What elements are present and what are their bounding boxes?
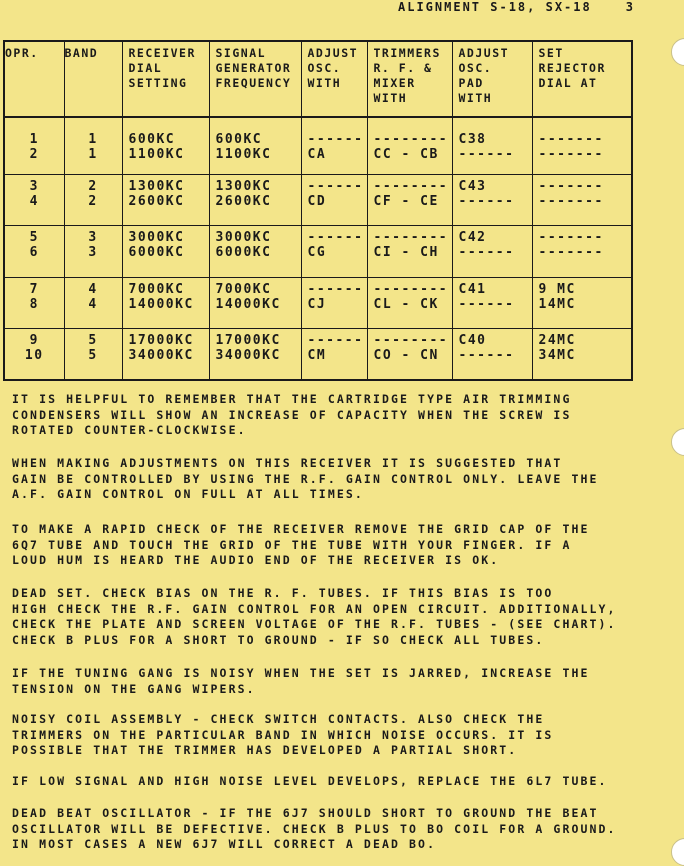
cell-value: 7000KC	[128, 281, 185, 297]
header-line: ADJUST	[458, 46, 510, 60]
cell-dial	[122, 328, 209, 380]
cell-value: 14000KC	[128, 296, 194, 312]
note-paragraph	[12, 586, 652, 648]
cell-osc	[301, 175, 367, 226]
cell-value: 34000KC	[128, 347, 194, 363]
note-paragraph	[12, 522, 652, 569]
cell-osc	[301, 328, 367, 380]
cell-pad	[452, 117, 532, 175]
cell-value: 2	[29, 147, 39, 162]
cell-osc	[301, 277, 367, 328]
cell-value: CF - CE	[373, 194, 439, 210]
note-line: POSSIBLE THAT THE TRIMMER HAS DEVELOPED A PARTIAL SHORT.	[12, 743, 518, 757]
note-line: TO MAKE A RAPID CHECK OF THE RECEIVER REMOVE THE GRID CAP OF THE	[12, 522, 590, 536]
note-line: OSCILLATOR WILL BE DEFECTIVE. CHECK B PLUS TO BO COIL FOR A GROUND.	[12, 821, 617, 836]
cell-value: CO - CN	[373, 347, 439, 363]
cell-value: CG	[307, 245, 327, 261]
cell-value: 14MC	[538, 296, 576, 312]
page-title: ALIGNMENT S-18, SX-18	[398, 0, 592, 14]
cell-value: 34000KC	[215, 347, 281, 363]
cell-band	[64, 226, 122, 277]
cell-value: 3000KC	[215, 230, 272, 246]
cell-trimmers	[367, 328, 452, 380]
table-row	[4, 117, 632, 175]
cell-value: -------	[538, 230, 604, 246]
cell-value: 34MC	[538, 347, 576, 363]
cell-generator	[209, 328, 301, 380]
note-line: 6Q7 TUBE AND TOUCH THE GRID OF THE TUBE WITH YOUR FINGER. IF A	[12, 537, 572, 552]
header-line: FREQUENCY	[215, 76, 292, 90]
header-line: GENERATOR	[215, 61, 292, 75]
cell-value: 17000KC	[215, 332, 281, 348]
cell-value: --------	[373, 281, 449, 297]
cell-opr	[4, 328, 64, 380]
header-line: OPR.	[5, 46, 39, 60]
cell-rejector	[532, 117, 632, 175]
cell-value: 3000KC	[128, 230, 185, 246]
cell-value: 9	[29, 332, 39, 348]
cell-value: 6000KC	[128, 245, 185, 261]
header-line: WITH	[458, 91, 493, 105]
cell-pad	[452, 328, 532, 380]
punch-hole	[671, 838, 684, 866]
header-line: TRIMMERS	[373, 46, 441, 60]
cell-value: 1	[88, 147, 98, 162]
cell-value: 5	[88, 347, 98, 363]
cell-value: CD	[307, 194, 327, 210]
note-line: TENSION ON THE GANG WIPERS.	[12, 681, 256, 696]
cell-opr	[4, 117, 64, 175]
header-line: OSC.	[307, 61, 342, 75]
cell-value: 2600KC	[215, 194, 272, 210]
note-line: HIGH CHECK THE R.F. GAIN CONTROL FOR AN OPEN CIRCUIT. ADDITIONALLY,	[12, 601, 617, 616]
note-line: WHEN MAKING ADJUSTMENTS ON THIS RECEIVER IT IS SUGGESTED THAT	[12, 456, 563, 470]
note-line: IF LOW SIGNAL AND HIGH NOISE LEVEL DEVELOPS, REPLACE THE 6L7 TUBE.	[12, 774, 608, 788]
cell-generator	[209, 226, 301, 277]
cell-value: -------	[538, 132, 604, 147]
note-line: IT IS HELPFUL TO REMEMBER THAT THE CARTRIDGE TYPE AIR TRIMMING	[12, 392, 572, 406]
cell-value: -------	[538, 194, 604, 210]
cell-value: ------	[458, 347, 515, 363]
header-line: RECEIVER	[128, 46, 196, 60]
note-line: IF THE TUNING GANG IS NOISY WHEN THE SET IS JARRED, INCREASE THE	[12, 666, 590, 680]
cell-value: C41	[458, 281, 487, 297]
cell-rejector	[532, 277, 632, 328]
page-header	[398, 0, 635, 14]
header-line: WITH	[307, 76, 342, 90]
cell-value: 1300KC	[215, 179, 272, 195]
note-paragraph	[12, 712, 652, 759]
cell-value: -------	[538, 147, 604, 162]
note-line: TRIMMERS ON THE PARTICULAR BAND IN WHICH NOISE OCCURS. IT IS	[12, 727, 554, 742]
cell-value: C43	[458, 179, 487, 195]
cell-opr	[4, 175, 64, 226]
cell-value: 6	[29, 245, 39, 261]
cell-dial	[122, 277, 209, 328]
cell-rejector	[532, 328, 632, 380]
cell-generator	[209, 117, 301, 175]
cell-value: 3	[88, 245, 98, 261]
cell-value: C38	[458, 132, 487, 147]
note-paragraph	[12, 806, 652, 853]
cell-trimmers	[367, 277, 452, 328]
header-line: SET	[538, 46, 564, 60]
col-osc-header	[301, 41, 367, 117]
col-rejector-header	[532, 41, 632, 117]
cell-dial	[122, 226, 209, 277]
cell-value: 3	[88, 230, 98, 246]
note-line: GAIN BE CONTROLLED BY USING THE R.F. GAIN CONTROL ONLY. LEAVE THE	[12, 471, 599, 486]
cell-value: -------	[538, 245, 604, 261]
table-row	[4, 226, 632, 277]
header-line: R. F. &	[373, 61, 433, 75]
note-line: ROTATED COUNTER-CLOCKWISE.	[12, 423, 247, 437]
punch-hole	[671, 428, 684, 456]
cell-pad	[452, 277, 532, 328]
note-line: CHECK B PLUS FOR A SHORT TO GROUND - IF SO CHECK ALL TUBES.	[12, 632, 545, 647]
page-number: 3	[625, 0, 635, 14]
cell-osc	[301, 117, 367, 175]
cell-value: C40	[458, 332, 487, 348]
note-paragraph	[12, 666, 652, 697]
cell-value: 1	[88, 132, 98, 147]
cell-value: 1	[29, 132, 39, 147]
cell-value: 17000KC	[128, 332, 194, 348]
header-line: SIGNAL	[215, 46, 267, 60]
cell-value: CM	[307, 347, 327, 363]
cell-value: --------	[373, 179, 449, 195]
cell-value: ------	[458, 296, 515, 312]
cell-dial	[122, 175, 209, 226]
cell-value: 600KC	[128, 132, 176, 147]
header-line: SETTING	[128, 76, 188, 90]
cell-band	[64, 277, 122, 328]
note-line: CONDENSERS WILL SHOW AN INCREASE OF CAPACITY WHEN THE SCREW IS	[12, 407, 572, 422]
cell-trimmers	[367, 175, 452, 226]
table-row	[4, 277, 632, 328]
cell-value: CI - CH	[373, 245, 439, 261]
table-header-row	[4, 41, 632, 117]
col-band-header	[64, 41, 122, 117]
cell-rejector	[532, 226, 632, 277]
cell-opr	[4, 277, 64, 328]
note-line: A.F. GAIN CONTROL ON FULL AT ALL TIMES.	[12, 487, 364, 501]
cell-value: ------	[458, 245, 515, 261]
note-line: DEAD SET. CHECK BIAS ON THE R. F. TUBES. IF THIS BIAS IS TOO	[12, 586, 554, 600]
alignment-table	[3, 40, 633, 381]
cell-value: 2600KC	[128, 194, 185, 210]
note-line: NOISY COIL ASSEMBLY - CHECK SWITCH CONTACTS. ALSO CHECK THE	[12, 712, 545, 726]
header-line: BAND	[64, 46, 99, 60]
col-pad-header	[452, 41, 532, 117]
cell-value: 5	[29, 230, 39, 246]
note-line: IN MOST CASES A NEW 6J7 WILL CORRECT A DEAD BO.	[12, 837, 437, 851]
table-row	[4, 328, 632, 380]
cell-value: 14000KC	[215, 296, 281, 312]
cell-value: ------	[307, 230, 364, 246]
cell-value: ------	[458, 147, 515, 162]
cell-osc	[301, 226, 367, 277]
cell-value: 10	[24, 347, 44, 363]
note-paragraph	[12, 456, 652, 503]
cell-opr	[4, 226, 64, 277]
col-trimmers-header	[367, 41, 452, 117]
col-generator-header	[209, 41, 301, 117]
cell-trimmers	[367, 117, 452, 175]
cell-value: 5	[88, 332, 98, 348]
cell-value: 6000KC	[215, 245, 272, 261]
note-line: CHECK THE PLATE AND SCREEN VOLTAGE OF THE R.F. TUBES - (SEE CHART).	[12, 617, 617, 631]
cell-value: CL - CK	[373, 296, 439, 312]
note-paragraph	[12, 774, 652, 790]
note-line: LOUD HUM IS HEARD THE AUDIO END OF THE RECEIVER IS OK.	[12, 553, 500, 567]
punch-hole	[671, 38, 684, 66]
cell-band	[64, 328, 122, 380]
cell-value: 2	[88, 179, 98, 195]
header-line: ADJUST	[307, 46, 359, 60]
cell-pad	[452, 175, 532, 226]
table-body	[4, 117, 632, 380]
header-line: DIAL AT	[538, 76, 598, 90]
cell-value: 9 MC	[538, 281, 576, 297]
cell-trimmers	[367, 226, 452, 277]
cell-rejector	[532, 175, 632, 226]
cell-value: 4	[29, 194, 39, 210]
cell-value: ------	[307, 332, 364, 348]
cell-value: 8	[29, 296, 39, 312]
header-line: OSC.	[458, 61, 493, 75]
cell-value: ------	[307, 281, 364, 297]
cell-value: -------	[538, 179, 604, 195]
cell-value: 7000KC	[215, 281, 272, 297]
cell-value: ------	[458, 194, 515, 210]
header-line: MIXER	[373, 76, 416, 90]
header-line: WITH	[373, 91, 408, 105]
col-opr-header	[4, 41, 64, 117]
cell-pad	[452, 226, 532, 277]
cell-band	[64, 117, 122, 175]
cell-value: CC - CB	[373, 147, 439, 162]
cell-value: 4	[88, 281, 98, 297]
cell-value: CA	[307, 147, 327, 162]
cell-value: 1100KC	[215, 147, 272, 162]
cell-value: 4	[88, 296, 98, 312]
cell-value: --------	[373, 230, 449, 246]
cell-value: 2	[88, 194, 98, 210]
header-line: PAD	[458, 76, 484, 90]
cell-value: ------	[307, 179, 364, 195]
cell-value: ------	[307, 132, 364, 147]
note-line: DEAD BEAT OSCILLATOR - IF THE 6J7 SHOULD SHORT TO GROUND THE BEAT	[12, 806, 599, 820]
cell-value: --------	[373, 132, 449, 147]
cell-value: 3	[29, 179, 39, 195]
header-line: DIAL	[128, 61, 163, 75]
cell-dial	[122, 117, 209, 175]
cell-generator	[209, 277, 301, 328]
cell-generator	[209, 175, 301, 226]
note-paragraph	[12, 392, 652, 439]
cell-value: 600KC	[215, 132, 263, 147]
col-dial-header	[122, 41, 209, 117]
table-row	[4, 175, 632, 226]
cell-band	[64, 175, 122, 226]
cell-value: 24MC	[538, 332, 576, 348]
cell-value: C42	[458, 230, 487, 246]
cell-value: 7	[29, 281, 39, 297]
cell-value: --------	[373, 332, 449, 348]
cell-value: 1100KC	[128, 147, 185, 162]
header-line: REJECTOR	[538, 61, 606, 75]
cell-value: 1300KC	[128, 179, 185, 195]
cell-value: CJ	[307, 296, 327, 312]
